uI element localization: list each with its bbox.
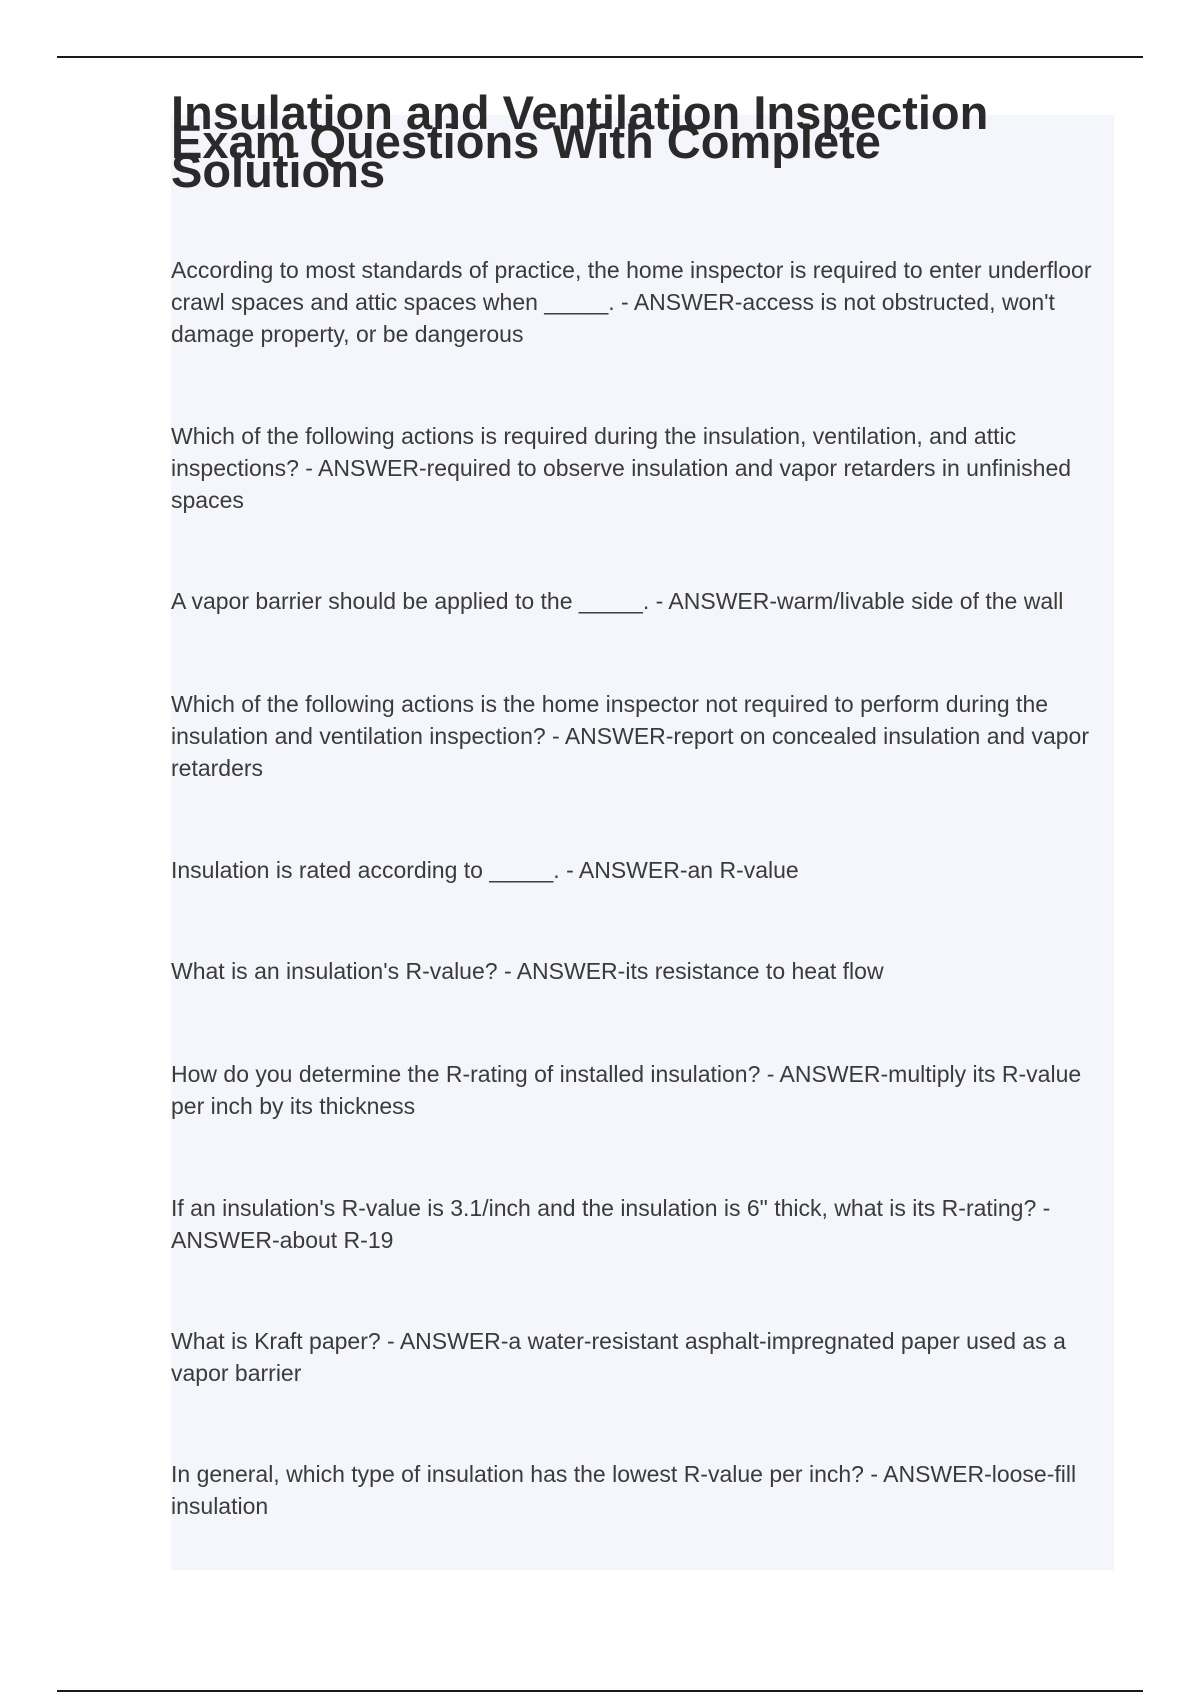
qa-item: In general, which type of insulation has the lowest R-value per inch? - ANSWER-loose-fill insulation (171, 1461, 1077, 1519)
qa-item: Insulation is rated according to _____. - ANSWER-an R-value (171, 857, 799, 883)
qa-item: Which of the following actions is the home inspector not required to perform during the insulation and ventilation inspection? - ANSWER-report on concealed insulation and vapor retarders (171, 691, 1089, 781)
qa-item: According to most standards of practice, the home inspector is required to enter underfloor crawl spaces and attic spaces when _____. - ANSWER-access is not obstructed, won't damage property, or be dangerous (171, 257, 1092, 347)
qa-item: What is an insulation's R-value? - ANSWER-its resistance to heat flow (171, 958, 884, 984)
qa-item: Which of the following actions is required during the insulation, ventilation, and attic inspections? - ANSWER-required to observe insulation and vapor retarders in unfinished spaces (171, 423, 1072, 513)
bottom-rule (57, 1690, 1143, 1692)
qa-item: What is Kraft paper? - ANSWER-a water-resistant asphalt-impregnated paper used as a vapor barrier (171, 1328, 1066, 1386)
qa-item: How do you determine the R-rating of installed insulation? - ANSWER-multiply its R-value per inch by its thickness (171, 1061, 1082, 1119)
top-rule (57, 56, 1143, 58)
document-title: Insulation and Ventilation Inspection Exam Questions With Complete Solutions (171, 86, 989, 197)
qa-item: A vapor barrier should be applied to the _____. - ANSWER-warm/livable side of the wall (171, 588, 1064, 614)
qa-item: If an insulation's R-value is 3.1/inch and the insulation is 6" thick, what is its R-rating? - ANSWER-about R-19 (171, 1195, 1051, 1253)
